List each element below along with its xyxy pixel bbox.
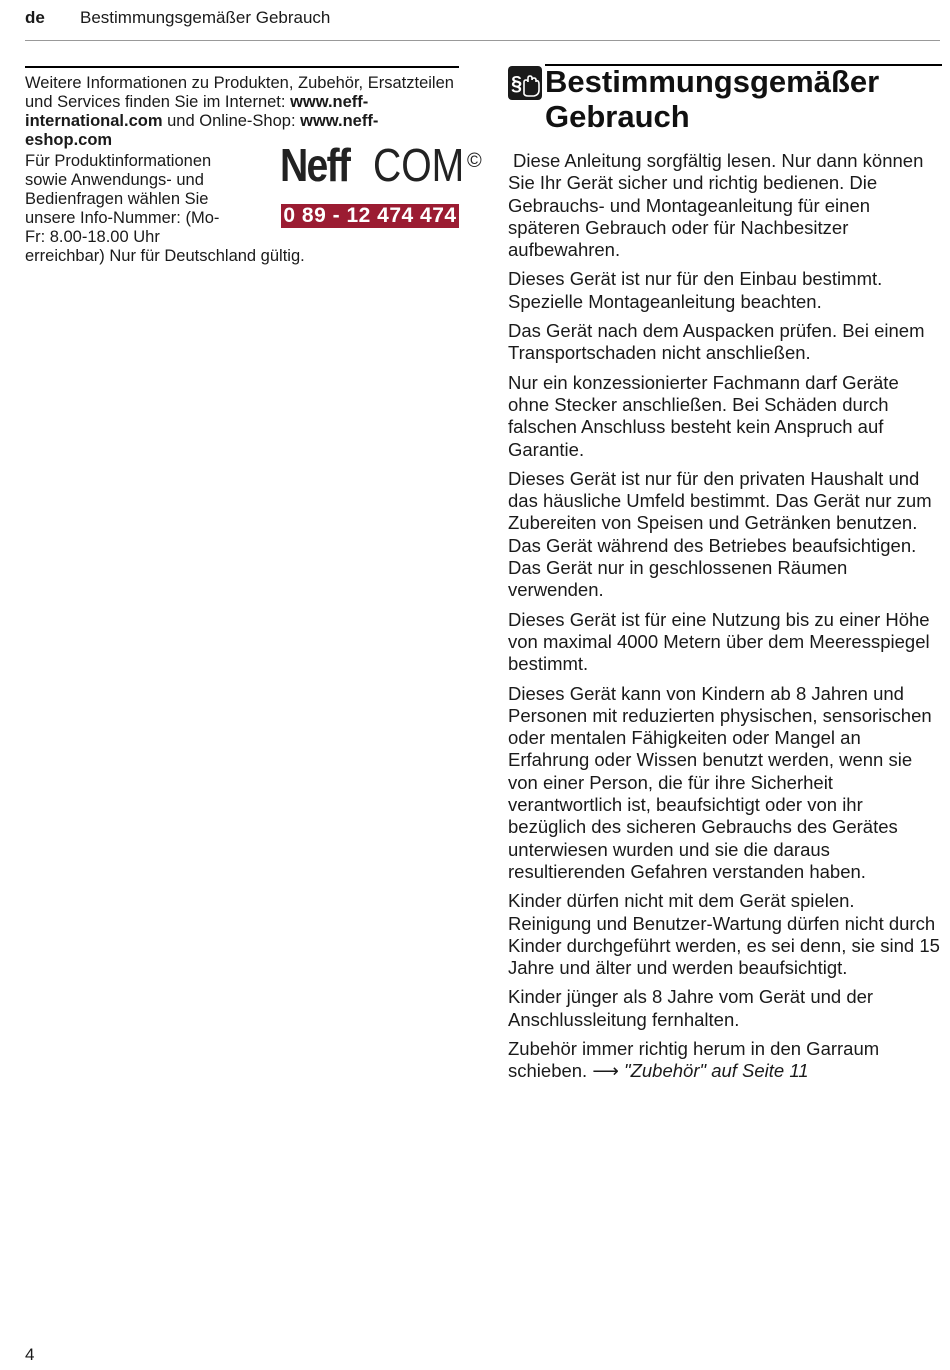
cross-reference-link[interactable]: "Zubehör" auf Seite 11 [624,1060,809,1082]
logo-phone-number: 0 89 - 12 474 474 [281,204,459,228]
logo-neff-text: Neff [280,139,350,191]
running-header-title: Bestimmungsgemäßer Gebrauch [80,8,331,27]
paragraph: Dieses Gerät kann von Kindern ab 8 Jahren und Personen mit reduzierten physischen, sensorischen oder mentalen Fähigkeiten oder Mangel an Erfahrung oder Wissen benutzt werden, wenn sie von einer Person, die für ihre Sicherheit verantwortlich ist, beaufsichtigt oder von ihr bezüglich des sicheren Gebrauchs des Gerätes unterwiesen wurden und sie die daraus resultierenden Gefahren verstanden haben. [508,682,932,882]
paragraph: Dieses Gerät ist für eine Nutzung bis zu einer Höhe von maximal 4000 Metern über dem Meeresspiegel bestimmt. [508,608,930,675]
contact-text: Für Produktinformationen sowie Anwendungs- und Bedienfragen wählen Sie unsere Info-Nummer: (Mo-Fr: 8.00-18.00 Uhr [25,152,220,246]
paragraph-text: Zubehör immer richtig herum in den Garraum schieben. [508,1037,880,1082]
neff-eshop-link[interactable]: www.neff-eshop.com [25,112,379,149]
paragraph: Diese Anleitung sorgfältig lesen. Nur dann können Sie Ihr Gerät sicher und richtig bedienen. Die Gebrauchs- und Montageanleitung für einen späteren Gebrauch oder für Nachbesitzer aufbewahren. [508,150,924,261]
svg-text:§: § [511,73,523,95]
left-column-rule [25,66,459,68]
logo-com-text: COM [373,139,465,191]
info-text-start: Weitere Informationen zu Produkten, Zubehör, Ersatzteilen und Services finden Sie im Internet: [25,74,454,111]
paragraph: Kinder dürfen nicht mit dem Gerät spielen. Reinigung und Benutzer-Wartung dürfen nicht durch Kinder durchgeführt werden, es sei denn, sie sind 15 Jahre und älter und werden beaufsichtigt. [508,890,940,979]
contact-block [25,139,482,266]
neff-international-link[interactable]: www.neff-international.com [25,93,369,130]
header-divider [25,40,940,41]
paragraph-hand-icon [508,66,542,100]
info-text-middle: und Online-Shop: [162,112,301,130]
neffcom-logo [255,139,482,232]
contact-text-end: erreichbar) Nur für Deutschland gültig. [25,247,305,265]
logo-copyright: © [467,150,482,172]
paragraph: Dieses Gerät ist nur für den privaten Haushalt und das häusliche Umfeld bestimmt. Das Gerät nur zum Zubereiten von Speisen und Getränken benutzen. Das Gerät während des Betriebes beaufsichtigen. Das Gerät nur in geschlossenen Räumen verwenden. [508,467,932,601]
paragraph: Kinder jünger als 8 Jahre vom Gerät und der Anschlussleitung fernhalten. [508,986,874,1030]
paragraph: Das Gerät nach dem Auspacken prüfen. Bei einem Transportschaden nicht anschließen. [508,320,925,364]
paragraph-with-reference [508,1038,942,1083]
section-heading: Bestimmungsgemäßer Gebrauch [545,64,880,134]
section-body [508,150,942,1090]
language-label: de [25,8,45,27]
arrow-icon: ⟶ [592,1060,619,1082]
paragraph: Nur ein konzessionierter Fachmann darf Geräte ohne Stecker anschließen. Bei Schäden durch falschen Anschluss besteht kein Anspruch auf Garantie. [508,371,899,460]
page-number: 4 [25,1345,35,1364]
left-column [25,66,482,266]
paragraph: Dieses Gerät ist nur für den Einbau bestimmt. Spezielle Montageanleitung beachten. [508,268,883,312]
